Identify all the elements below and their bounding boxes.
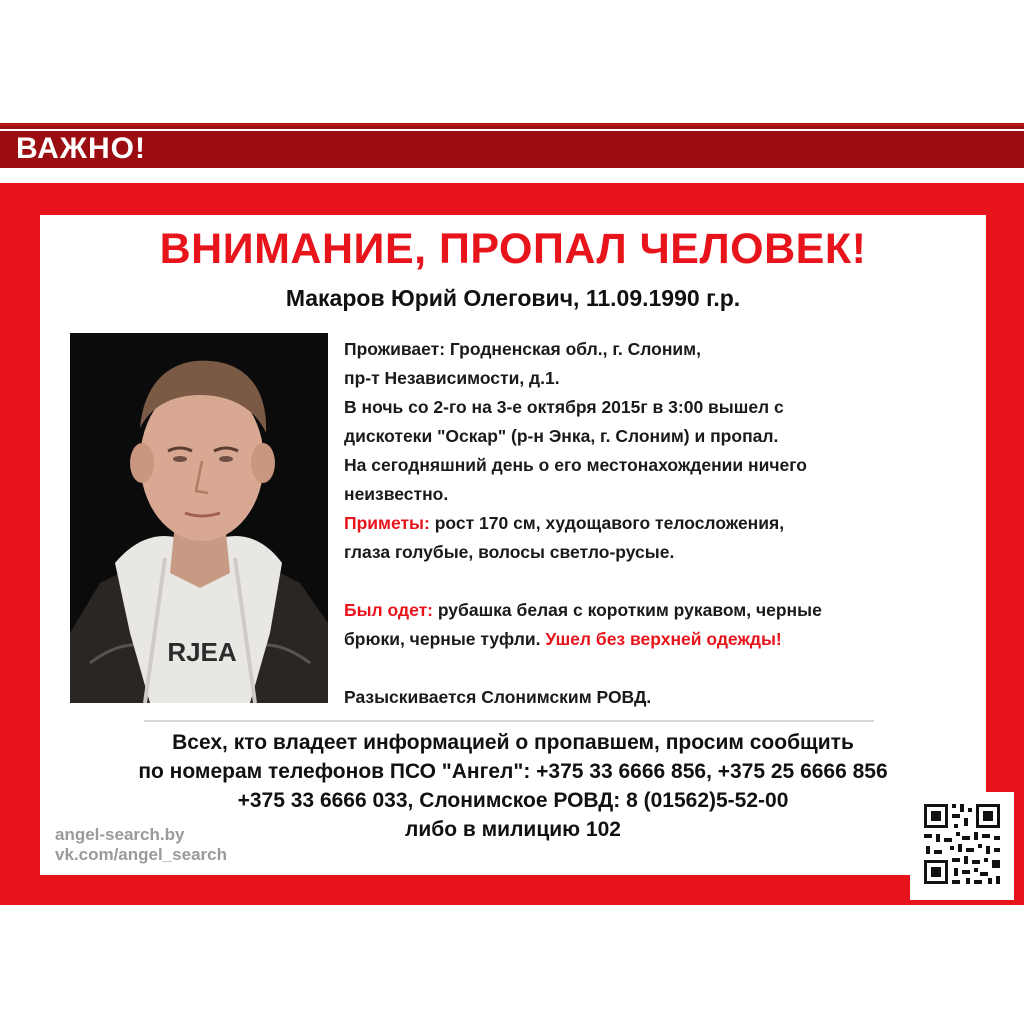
- contact-line: либо в милицию 102: [405, 818, 621, 841]
- person-portrait: [70, 333, 328, 703]
- missing-person-name: Макаров Юрий Олегович, 11.09.1990 г.р.: [285, 285, 741, 311]
- poster-panel: [40, 215, 986, 875]
- details-line: неизвестно.: [344, 484, 449, 504]
- clothes-text-cont: брюки, черные туфли.: [344, 629, 546, 649]
- search-authority: Разыскивается Слонимским РОВД.: [344, 687, 652, 707]
- clothes-warning: Ушел без верхней одежды!: [545, 629, 782, 649]
- site-links: [55, 825, 227, 865]
- important-label: ВАЖНО!: [16, 132, 146, 165]
- important-banner: [0, 123, 1024, 168]
- divider: [144, 720, 874, 722]
- qr-code-icon: [910, 792, 1014, 900]
- details-line: дискотеки "Оскар" (р-н Энка, г. Слоним) и пропал.: [344, 426, 779, 446]
- vk-link[interactable]: vk.com/angel_search: [55, 845, 227, 864]
- person-details: [344, 335, 964, 712]
- signs-row-cont: глаза голубые, волосы светло-русые.: [344, 542, 675, 562]
- shirt-print: RJEA: [167, 637, 237, 667]
- details-line: Проживает: Гродненская обл., г. Слоним,: [344, 339, 701, 359]
- signs-text: рост 170 см, худощавого телосложения,: [429, 513, 785, 533]
- qr-code[interactable]: [910, 792, 1014, 900]
- details-line: На сегодняшний день о его местонахождении ничего: [344, 455, 807, 475]
- spacer: [344, 654, 964, 683]
- contact-line: Всех, кто владеет информацией о пропавшем, просим сообщить: [172, 731, 854, 754]
- details-line: пр-т Независимости, д.1.: [344, 368, 560, 388]
- signs-label: Приметы:: [344, 513, 430, 533]
- signs-row: [344, 509, 964, 538]
- site-link[interactable]: angel-search.by: [55, 825, 185, 844]
- clothes-label: Был одет:: [344, 600, 433, 620]
- missing-person-photo: [70, 333, 328, 703]
- contact-line: +375 33 6666 033, Слонимское РОВД: 8 (01562)5-52-00: [237, 789, 789, 812]
- clothes-text: рубашка белая с коротким рукавом, черные: [432, 600, 822, 620]
- banner-rule: [0, 129, 1024, 131]
- poster-headline: ВНИМАНИЕ, ПРОПАЛ ЧЕЛОВЕК!: [159, 225, 867, 273]
- contact-line: по номерам телефонов ПСО "Ангел": +375 33 6666 856, +375 25 6666 856: [138, 760, 888, 783]
- spacer: [344, 567, 964, 596]
- details-line: В ночь со 2-го на 3-е октября 2015г в 3:00 вышел с: [344, 397, 784, 417]
- clothes-row-cont: [344, 625, 964, 654]
- clothes-row: [344, 596, 964, 625]
